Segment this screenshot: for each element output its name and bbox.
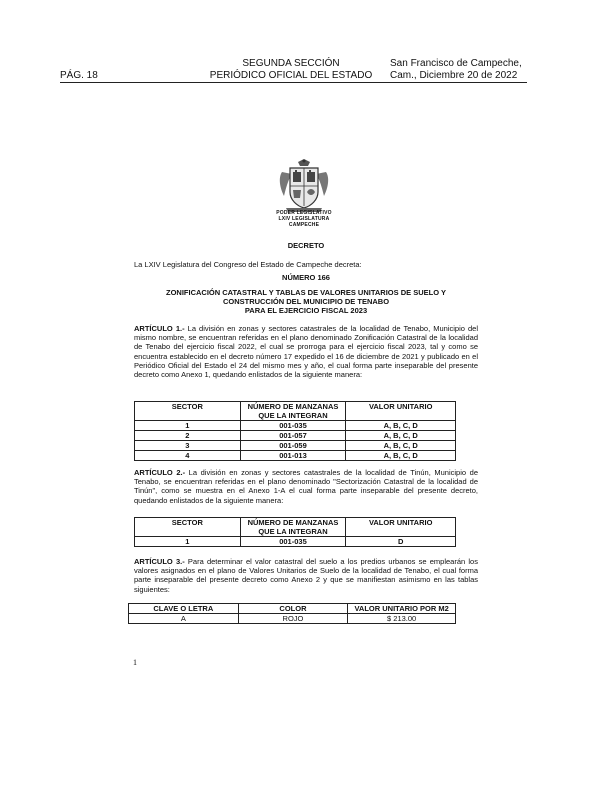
col-header: VALOR UNITARIO POR M2 [348,604,456,614]
table-cell: 001-059 [240,441,346,451]
heading-line-1: ZONIFICACIÓN CATASTRAL Y TABLAS DE VALORES UNITARIOS DE SUELO Y [165,288,447,297]
decree-title: DECRETO [287,241,325,250]
article-3-label: ARTÍCULO 3.- [134,557,185,566]
decree-heading [100,288,512,315]
table-header-row [129,604,456,614]
article-2 [134,468,478,505]
table-cell: $ 213.00 [348,614,456,624]
article-2-label: ARTÍCULO 2.- [134,468,186,477]
table-cell: A, B, C, D [346,421,456,431]
decree-number: NÚMERO 166 [282,273,330,282]
footer-page-number: 1 [133,658,137,667]
table-header-row [135,518,456,537]
table-cell: 001-035 [240,421,346,431]
header-divider [60,82,527,83]
col-header: SECTOR [135,518,241,537]
article-2-text: La división en zonas y sectores catastrales de la localidad de Tinún, Municipio de Tenabo, se encuentran referidas en el plano denominado "Sectorización Catastral de la localidad de Tinún", como se muestra en el Anexo 1-A el cual forma parte inseparable del presente decreto, quedando enlistados de la siguiente manera: [134,468,478,505]
col-header: VALOR UNITARIO [346,402,456,421]
table-sectors-tinun [134,517,456,547]
table-row [135,441,456,451]
header-right [390,58,522,82]
col-header: VALOR UNITARIO [346,518,456,537]
table-cell: 4 [135,451,241,461]
table-cell: 001-035 [240,537,346,547]
table-cell: A, B, C, D [346,441,456,451]
table-cell: 2 [135,431,241,441]
col-header: NÚMERO DE MANZANAS QUE LA INTEGRAN [240,518,346,537]
place-line-2: Cam., Diciembre 20 de 2022 [390,70,518,81]
place-line-1: San Francisco de Campeche, [390,58,522,69]
table-cell: 1 [135,537,241,547]
table-cell: 3 [135,441,241,451]
table-row [135,421,456,431]
table-cell: 001-013 [240,451,346,461]
col-header: COLOR [238,604,348,614]
table-cell: A, B, C, D [346,451,456,461]
article-3 [134,557,478,594]
table-row [129,614,456,624]
table-sectors-tenabo [134,401,456,461]
table-row [135,451,456,461]
table-row [135,537,456,547]
seal-line-2: LXIV LEGISLATURA [278,216,330,222]
article-3-text: Para determinar el valor catastral del suelo a los predios urbanos se emplearán los valores asignados en el plano de Valores Unitarios de Suelo de la localidad de Tenabo, el cual forma parte inseparable del presente decreto como Anexo 2 y que se manifiestan asimismo en las tablas siguientes: [134,557,478,594]
table-cell: A [129,614,239,624]
table-cell: A, B, C, D [346,431,456,441]
decree-intro: La LXIV Legislatura del Congreso del Estado de Campeche decreta: [134,260,362,269]
table-row [135,431,456,441]
col-header: NÚMERO DE MANZANAS QUE LA INTEGRAN [240,402,346,421]
table-land-values [128,603,456,624]
col-header: CLAVE O LETRA [129,604,239,614]
heading-line-2: CONSTRUCCIÓN DEL MUNICIPIO DE TENABO [222,297,390,306]
seal-line-3: CAMPECHE [288,222,320,228]
table-header-row [135,402,456,421]
table-cell: D [346,537,456,547]
periodical-label: PERIÓDICO OFICIAL DEL ESTADO [209,70,373,81]
article-1 [134,324,478,379]
col-header: SECTOR [135,402,241,421]
seal-line-1: PODER LEGISLATIVO [276,210,332,216]
table-cell: ROJO [238,614,348,624]
table-cell: 1 [135,421,241,431]
header-center [205,58,377,82]
seal-caption [256,210,352,228]
table-cell: 001-057 [240,431,346,441]
article-1-label: ARTÍCULO 1.- [134,324,185,333]
page-number-header: PÁG. 18 [60,70,98,81]
article-1-text: La división en zonas y sectores catastrales de la localidad de Tenabo, Municipio del mismo nombre, se encuentran referidas en el plano denominado Zonificación Catastral de la localidad de Tenabo del ejercicio fiscal 2022, el cual se prorroga para el ejercicio fiscal 2023, tal y como se encuentra establecido en el decreto número 17 expedido el 16 de diciembre de 2021 y publicado en el Periódico Oficial del Estado el 24 del mismo mes y año, el cual forma parte inseparable del presente decreto como Anexo 1, quedando enlistados de la siguiente manera: [134,324,478,380]
section-label: SEGUNDA SECCIÓN [242,58,340,69]
heading-line-3: PARA EL EJERCICIO FISCAL 2023 [244,306,368,315]
